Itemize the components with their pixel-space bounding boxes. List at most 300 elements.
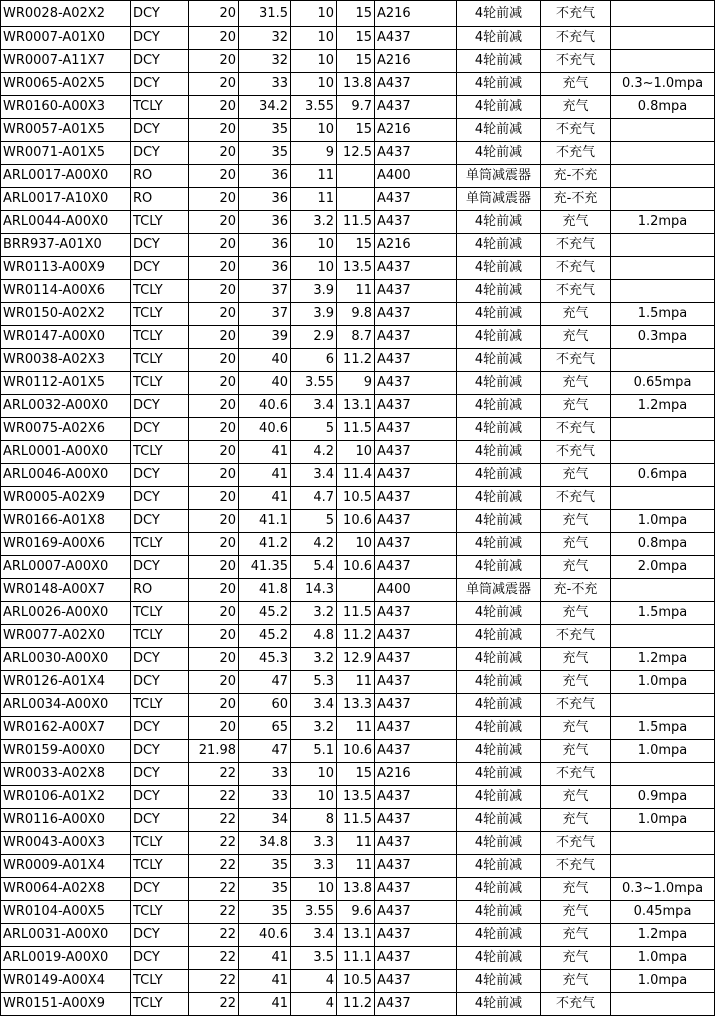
cell-inflation[interactable]: 充气 xyxy=(541,740,611,763)
cell-dim-b[interactable]: 32 xyxy=(239,27,291,50)
cell-category[interactable]: 4轮前减 xyxy=(457,901,541,924)
cell-pressure[interactable] xyxy=(611,142,715,165)
cell-dim-d[interactable]: 11.5 xyxy=(337,418,375,441)
cell-dim-a[interactable]: 20 xyxy=(189,510,239,533)
cell-dim-a[interactable]: 21.98 xyxy=(189,740,239,763)
cell-dim-a[interactable]: 20 xyxy=(189,694,239,717)
cell-type[interactable]: TCLY xyxy=(131,280,189,303)
cell-dim-b[interactable]: 45.2 xyxy=(239,625,291,648)
cell-type[interactable]: DCY xyxy=(131,763,189,786)
cell-material[interactable]: A437 xyxy=(375,970,457,993)
cell-pressure[interactable]: 0.3~1.0mpa xyxy=(611,73,715,96)
cell-dim-a[interactable]: 22 xyxy=(189,947,239,970)
cell-pressure[interactable]: 0.6mpa xyxy=(611,464,715,487)
cell-dim-c[interactable]: 8 xyxy=(291,809,337,832)
cell-dim-c[interactable]: 3.9 xyxy=(291,303,337,326)
cell-pressure[interactable] xyxy=(611,257,715,280)
cell-category[interactable]: 4轮前减 xyxy=(457,717,541,740)
cell-part-number[interactable]: WR0162-A00X7 xyxy=(1,717,131,740)
cell-type[interactable]: DCY xyxy=(131,1,189,27)
cell-material[interactable]: A437 xyxy=(375,188,457,211)
cell-category[interactable]: 4轮前减 xyxy=(457,395,541,418)
cell-dim-a[interactable]: 20 xyxy=(189,27,239,50)
cell-type[interactable]: DCY xyxy=(131,717,189,740)
cell-dim-b[interactable]: 36 xyxy=(239,188,291,211)
cell-dim-c[interactable]: 3.2 xyxy=(291,211,337,234)
cell-dim-b[interactable]: 36 xyxy=(239,165,291,188)
cell-dim-c[interactable]: 3.5 xyxy=(291,947,337,970)
cell-dim-c[interactable]: 3.4 xyxy=(291,694,337,717)
cell-pressure[interactable] xyxy=(611,832,715,855)
cell-part-number[interactable]: ARL0034-A00X0 xyxy=(1,694,131,717)
cell-material[interactable]: A400 xyxy=(375,579,457,602)
cell-inflation[interactable]: 不充气 xyxy=(541,625,611,648)
cell-dim-b[interactable]: 31.5 xyxy=(239,1,291,27)
cell-pressure[interactable] xyxy=(611,993,715,1016)
cell-inflation[interactable]: 充气 xyxy=(541,73,611,96)
cell-type[interactable]: TCLY xyxy=(131,303,189,326)
cell-dim-d[interactable]: 10.5 xyxy=(337,970,375,993)
cell-dim-d[interactable] xyxy=(337,579,375,602)
cell-dim-b[interactable]: 36 xyxy=(239,211,291,234)
cell-dim-c[interactable]: 10 xyxy=(291,73,337,96)
cell-dim-b[interactable]: 35 xyxy=(239,878,291,901)
cell-dim-a[interactable]: 22 xyxy=(189,809,239,832)
cell-material[interactable]: A437 xyxy=(375,809,457,832)
cell-inflation[interactable]: 充-不充 xyxy=(541,165,611,188)
cell-dim-a[interactable]: 20 xyxy=(189,257,239,280)
cell-category[interactable]: 4轮前减 xyxy=(457,533,541,556)
cell-dim-d[interactable]: 15 xyxy=(337,1,375,27)
cell-inflation[interactable]: 不充气 xyxy=(541,418,611,441)
cell-category[interactable]: 4轮前减 xyxy=(457,556,541,579)
cell-dim-c[interactable]: 2.9 xyxy=(291,326,337,349)
cell-pressure[interactable] xyxy=(611,234,715,257)
cell-part-number[interactable]: WR0038-A02X3 xyxy=(1,349,131,372)
cell-part-number[interactable]: WR0005-A02X9 xyxy=(1,487,131,510)
cell-type[interactable]: TCLY xyxy=(131,372,189,395)
cell-category[interactable]: 4轮前减 xyxy=(457,832,541,855)
cell-inflation[interactable]: 充气 xyxy=(541,395,611,418)
cell-material[interactable]: A437 xyxy=(375,625,457,648)
cell-type[interactable]: DCY xyxy=(131,556,189,579)
cell-category[interactable]: 4轮前减 xyxy=(457,464,541,487)
cell-material[interactable]: A437 xyxy=(375,694,457,717)
cell-type[interactable]: TCLY xyxy=(131,441,189,464)
cell-category[interactable]: 单筒减震器 xyxy=(457,165,541,188)
cell-pressure[interactable]: 1.0mpa xyxy=(611,510,715,533)
cell-pressure[interactable]: 1.0mpa xyxy=(611,970,715,993)
cell-category[interactable]: 单筒减震器 xyxy=(457,188,541,211)
cell-part-number[interactable]: WR0043-A00X3 xyxy=(1,832,131,855)
cell-pressure[interactable] xyxy=(611,188,715,211)
cell-pressure[interactable]: 0.65mpa xyxy=(611,372,715,395)
cell-dim-b[interactable]: 41.1 xyxy=(239,510,291,533)
cell-dim-d[interactable]: 13.3 xyxy=(337,694,375,717)
cell-inflation[interactable]: 不充气 xyxy=(541,855,611,878)
cell-material[interactable]: A437 xyxy=(375,326,457,349)
cell-dim-d[interactable]: 9 xyxy=(337,372,375,395)
cell-dim-c[interactable]: 3.55 xyxy=(291,901,337,924)
cell-inflation[interactable]: 充气 xyxy=(541,947,611,970)
cell-material[interactable]: A437 xyxy=(375,740,457,763)
cell-pressure[interactable]: 0.8mpa xyxy=(611,533,715,556)
cell-pressure[interactable]: 1.2mpa xyxy=(611,211,715,234)
cell-pressure[interactable] xyxy=(611,694,715,717)
cell-dim-d[interactable]: 9.7 xyxy=(337,96,375,119)
cell-dim-c[interactable]: 3.4 xyxy=(291,464,337,487)
cell-dim-a[interactable]: 20 xyxy=(189,303,239,326)
cell-type[interactable]: TCLY xyxy=(131,533,189,556)
cell-dim-d[interactable]: 8.7 xyxy=(337,326,375,349)
cell-dim-b[interactable]: 35 xyxy=(239,142,291,165)
cell-dim-a[interactable]: 20 xyxy=(189,579,239,602)
cell-dim-c[interactable]: 10 xyxy=(291,119,337,142)
cell-type[interactable]: DCY xyxy=(131,50,189,73)
cell-dim-d[interactable]: 11 xyxy=(337,855,375,878)
cell-material[interactable]: A437 xyxy=(375,947,457,970)
cell-dim-a[interactable]: 22 xyxy=(189,878,239,901)
cell-dim-d[interactable]: 11.4 xyxy=(337,464,375,487)
cell-inflation[interactable]: 不充气 xyxy=(541,280,611,303)
cell-type[interactable]: DCY xyxy=(131,671,189,694)
cell-type[interactable]: DCY xyxy=(131,510,189,533)
cell-material[interactable]: A437 xyxy=(375,395,457,418)
cell-type[interactable]: TCLY xyxy=(131,832,189,855)
cell-dim-d[interactable]: 11.1 xyxy=(337,947,375,970)
cell-inflation[interactable]: 不充气 xyxy=(541,27,611,50)
cell-type[interactable]: TCLY xyxy=(131,602,189,625)
cell-type[interactable]: DCY xyxy=(131,418,189,441)
cell-part-number[interactable]: WR0075-A02X6 xyxy=(1,418,131,441)
cell-material[interactable]: A437 xyxy=(375,556,457,579)
cell-category[interactable]: 4轮前减 xyxy=(457,96,541,119)
cell-part-number[interactable]: ARL0017-A00X0 xyxy=(1,165,131,188)
cell-part-number[interactable]: WR0007-A01X0 xyxy=(1,27,131,50)
cell-part-number[interactable]: WR0077-A02X0 xyxy=(1,625,131,648)
cell-dim-a[interactable]: 20 xyxy=(189,372,239,395)
cell-category[interactable]: 4轮前减 xyxy=(457,487,541,510)
cell-dim-d[interactable]: 11 xyxy=(337,717,375,740)
cell-inflation[interactable]: 充气 xyxy=(541,372,611,395)
cell-category[interactable]: 4轮前减 xyxy=(457,970,541,993)
cell-part-number[interactable]: WR0169-A00X6 xyxy=(1,533,131,556)
cell-category[interactable]: 4轮前减 xyxy=(457,878,541,901)
cell-dim-a[interactable]: 20 xyxy=(189,464,239,487)
cell-dim-c[interactable]: 14.3 xyxy=(291,579,337,602)
cell-pressure[interactable] xyxy=(611,418,715,441)
cell-dim-b[interactable]: 36 xyxy=(239,257,291,280)
cell-material[interactable]: A437 xyxy=(375,142,457,165)
cell-dim-d[interactable]: 11.2 xyxy=(337,349,375,372)
cell-dim-a[interactable]: 20 xyxy=(189,625,239,648)
cell-dim-d[interactable]: 13.8 xyxy=(337,73,375,96)
cell-dim-c[interactable]: 3.9 xyxy=(291,280,337,303)
cell-dim-d[interactable]: 13.5 xyxy=(337,786,375,809)
cell-type[interactable]: TCLY xyxy=(131,901,189,924)
cell-dim-b[interactable]: 47 xyxy=(239,740,291,763)
cell-dim-a[interactable]: 20 xyxy=(189,1,239,27)
cell-type[interactable]: DCY xyxy=(131,142,189,165)
cell-inflation[interactable]: 不充气 xyxy=(541,993,611,1016)
cell-type[interactable]: TCLY xyxy=(131,211,189,234)
cell-type[interactable]: DCY xyxy=(131,464,189,487)
cell-dim-d[interactable]: 15 xyxy=(337,27,375,50)
cell-material[interactable]: A437 xyxy=(375,418,457,441)
cell-dim-a[interactable]: 22 xyxy=(189,832,239,855)
cell-part-number[interactable]: ARL0032-A00X0 xyxy=(1,395,131,418)
cell-dim-c[interactable]: 3.3 xyxy=(291,855,337,878)
cell-material[interactable]: A216 xyxy=(375,1,457,27)
cell-dim-a[interactable]: 22 xyxy=(189,970,239,993)
cell-pressure[interactable]: 2.0mpa xyxy=(611,556,715,579)
cell-inflation[interactable]: 充气 xyxy=(541,556,611,579)
cell-category[interactable]: 4轮前减 xyxy=(457,510,541,533)
cell-dim-c[interactable]: 10 xyxy=(291,786,337,809)
cell-dim-b[interactable]: 41.2 xyxy=(239,533,291,556)
cell-pressure[interactable]: 1.0mpa xyxy=(611,947,715,970)
cell-dim-b[interactable]: 40.6 xyxy=(239,418,291,441)
cell-dim-c[interactable]: 10 xyxy=(291,257,337,280)
cell-material[interactable]: A216 xyxy=(375,119,457,142)
cell-dim-c[interactable]: 9 xyxy=(291,142,337,165)
cell-dim-c[interactable]: 5.4 xyxy=(291,556,337,579)
cell-dim-d[interactable]: 11.2 xyxy=(337,993,375,1016)
cell-dim-a[interactable]: 22 xyxy=(189,901,239,924)
cell-inflation[interactable]: 充气 xyxy=(541,510,611,533)
cell-part-number[interactable]: WR0071-A01X5 xyxy=(1,142,131,165)
cell-inflation[interactable]: 充气 xyxy=(541,970,611,993)
cell-type[interactable]: DCY xyxy=(131,487,189,510)
cell-dim-d[interactable]: 12.9 xyxy=(337,648,375,671)
cell-inflation[interactable]: 不充气 xyxy=(541,832,611,855)
cell-dim-c[interactable]: 11 xyxy=(291,165,337,188)
cell-material[interactable]: A216 xyxy=(375,763,457,786)
cell-pressure[interactable] xyxy=(611,27,715,50)
cell-category[interactable]: 4轮前减 xyxy=(457,947,541,970)
cell-part-number[interactable]: WR0007-A11X7 xyxy=(1,50,131,73)
cell-dim-c[interactable]: 11 xyxy=(291,188,337,211)
cell-dim-b[interactable]: 35 xyxy=(239,119,291,142)
cell-part-number[interactable]: ARL0001-A00X0 xyxy=(1,441,131,464)
cell-category[interactable]: 4轮前减 xyxy=(457,1,541,27)
cell-category[interactable]: 4轮前减 xyxy=(457,671,541,694)
cell-type[interactable]: DCY xyxy=(131,27,189,50)
cell-dim-d[interactable]: 15 xyxy=(337,763,375,786)
cell-dim-d[interactable]: 11.5 xyxy=(337,809,375,832)
cell-inflation[interactable]: 不充气 xyxy=(541,763,611,786)
cell-material[interactable]: A216 xyxy=(375,50,457,73)
cell-dim-a[interactable]: 20 xyxy=(189,602,239,625)
cell-type[interactable]: DCY xyxy=(131,234,189,257)
cell-dim-a[interactable]: 20 xyxy=(189,349,239,372)
cell-dim-d[interactable]: 15 xyxy=(337,50,375,73)
cell-part-number[interactable]: WR0114-A00X6 xyxy=(1,280,131,303)
cell-material[interactable]: A437 xyxy=(375,832,457,855)
cell-dim-a[interactable]: 20 xyxy=(189,188,239,211)
cell-dim-a[interactable]: 20 xyxy=(189,50,239,73)
cell-dim-b[interactable]: 39 xyxy=(239,326,291,349)
cell-category[interactable]: 4轮前减 xyxy=(457,27,541,50)
cell-dim-d[interactable]: 10.6 xyxy=(337,556,375,579)
cell-dim-d[interactable]: 13.8 xyxy=(337,878,375,901)
cell-dim-c[interactable]: 3.4 xyxy=(291,395,337,418)
cell-inflation[interactable]: 充气 xyxy=(541,464,611,487)
cell-dim-b[interactable]: 34.2 xyxy=(239,96,291,119)
cell-inflation[interactable]: 充气 xyxy=(541,326,611,349)
cell-dim-a[interactable]: 20 xyxy=(189,165,239,188)
cell-type[interactable]: TCLY xyxy=(131,96,189,119)
cell-dim-a[interactable]: 22 xyxy=(189,993,239,1016)
cell-dim-c[interactable]: 4.2 xyxy=(291,533,337,556)
cell-category[interactable]: 4轮前减 xyxy=(457,50,541,73)
cell-inflation[interactable]: 不充气 xyxy=(541,487,611,510)
cell-dim-b[interactable]: 41 xyxy=(239,970,291,993)
cell-dim-d[interactable]: 15 xyxy=(337,234,375,257)
cell-pressure[interactable]: 1.5mpa xyxy=(611,602,715,625)
cell-category[interactable]: 4轮前减 xyxy=(457,924,541,947)
cell-part-number[interactable]: WR0160-A00X3 xyxy=(1,96,131,119)
cell-dim-d[interactable]: 10 xyxy=(337,533,375,556)
cell-dim-a[interactable]: 20 xyxy=(189,119,239,142)
cell-inflation[interactable]: 不充气 xyxy=(541,119,611,142)
cell-inflation[interactable]: 充气 xyxy=(541,717,611,740)
cell-material[interactable]: A437 xyxy=(375,441,457,464)
cell-dim-c[interactable]: 4.8 xyxy=(291,625,337,648)
cell-type[interactable]: DCY xyxy=(131,809,189,832)
cell-dim-b[interactable]: 37 xyxy=(239,303,291,326)
cell-dim-b[interactable]: 37 xyxy=(239,280,291,303)
cell-part-number[interactable]: ARL0007-A00X0 xyxy=(1,556,131,579)
cell-material[interactable]: A437 xyxy=(375,280,457,303)
cell-type[interactable]: DCY xyxy=(131,878,189,901)
cell-material[interactable]: A437 xyxy=(375,73,457,96)
cell-category[interactable]: 4轮前减 xyxy=(457,625,541,648)
cell-dim-d[interactable]: 11 xyxy=(337,832,375,855)
cell-part-number[interactable]: ARL0019-A00X0 xyxy=(1,947,131,970)
cell-dim-c[interactable]: 3.55 xyxy=(291,372,337,395)
cell-part-number[interactable]: WR0033-A02X8 xyxy=(1,763,131,786)
cell-dim-a[interactable]: 20 xyxy=(189,533,239,556)
cell-inflation[interactable]: 不充气 xyxy=(541,142,611,165)
cell-dim-d[interactable]: 11.5 xyxy=(337,211,375,234)
cell-material[interactable]: A437 xyxy=(375,257,457,280)
cell-inflation[interactable]: 充气 xyxy=(541,303,611,326)
cell-dim-c[interactable]: 3.55 xyxy=(291,96,337,119)
cell-dim-b[interactable]: 34 xyxy=(239,809,291,832)
cell-material[interactable]: A437 xyxy=(375,993,457,1016)
cell-dim-c[interactable]: 4.7 xyxy=(291,487,337,510)
cell-pressure[interactable] xyxy=(611,855,715,878)
cell-category[interactable]: 4轮前减 xyxy=(457,372,541,395)
cell-category[interactable]: 4轮前减 xyxy=(457,786,541,809)
cell-material[interactable]: A437 xyxy=(375,510,457,533)
cell-part-number[interactable]: ARL0030-A00X0 xyxy=(1,648,131,671)
cell-category[interactable]: 4轮前减 xyxy=(457,740,541,763)
cell-dim-b[interactable]: 41.35 xyxy=(239,556,291,579)
cell-inflation[interactable]: 不充气 xyxy=(541,50,611,73)
cell-pressure[interactable]: 1.0mpa xyxy=(611,809,715,832)
cell-dim-b[interactable]: 41 xyxy=(239,464,291,487)
cell-type[interactable]: DCY xyxy=(131,786,189,809)
cell-dim-c[interactable]: 5.3 xyxy=(291,671,337,694)
cell-part-number[interactable]: WR0106-A01X2 xyxy=(1,786,131,809)
cell-dim-c[interactable]: 4.2 xyxy=(291,441,337,464)
cell-inflation[interactable]: 充气 xyxy=(541,924,611,947)
cell-part-number[interactable]: BRR937-A01X0 xyxy=(1,234,131,257)
cell-material[interactable]: A216 xyxy=(375,234,457,257)
cell-material[interactable]: A437 xyxy=(375,602,457,625)
cell-type[interactable]: RO xyxy=(131,579,189,602)
cell-part-number[interactable]: WR0147-A00X0 xyxy=(1,326,131,349)
cell-material[interactable]: A437 xyxy=(375,901,457,924)
cell-dim-a[interactable]: 20 xyxy=(189,671,239,694)
cell-type[interactable]: DCY xyxy=(131,73,189,96)
cell-dim-b[interactable]: 40.6 xyxy=(239,395,291,418)
cell-category[interactable]: 4轮前减 xyxy=(457,326,541,349)
cell-dim-b[interactable]: 36 xyxy=(239,234,291,257)
cell-pressure[interactable] xyxy=(611,119,715,142)
cell-dim-c[interactable]: 10 xyxy=(291,27,337,50)
cell-dim-a[interactable]: 20 xyxy=(189,280,239,303)
cell-dim-a[interactable]: 22 xyxy=(189,924,239,947)
cell-type[interactable]: TCLY xyxy=(131,855,189,878)
cell-part-number[interactable]: WR0064-A02X8 xyxy=(1,878,131,901)
cell-dim-b[interactable]: 35 xyxy=(239,855,291,878)
cell-pressure[interactable] xyxy=(611,349,715,372)
cell-pressure[interactable]: 1.0mpa xyxy=(611,671,715,694)
cell-pressure[interactable]: 1.0mpa xyxy=(611,740,715,763)
cell-dim-b[interactable]: 33 xyxy=(239,786,291,809)
cell-dim-c[interactable]: 6 xyxy=(291,349,337,372)
cell-pressure[interactable]: 1.2mpa xyxy=(611,395,715,418)
cell-pressure[interactable] xyxy=(611,763,715,786)
cell-dim-a[interactable]: 20 xyxy=(189,234,239,257)
cell-pressure[interactable] xyxy=(611,487,715,510)
cell-dim-c[interactable]: 3.2 xyxy=(291,717,337,740)
cell-part-number[interactable]: ARL0031-A00X0 xyxy=(1,924,131,947)
cell-category[interactable]: 4轮前减 xyxy=(457,119,541,142)
cell-inflation[interactable]: 充气 xyxy=(541,648,611,671)
cell-dim-b[interactable]: 35 xyxy=(239,901,291,924)
cell-pressure[interactable]: 1.2mpa xyxy=(611,648,715,671)
cell-inflation[interactable]: 充气 xyxy=(541,901,611,924)
cell-category[interactable]: 4轮前减 xyxy=(457,648,541,671)
cell-inflation[interactable]: 充-不充 xyxy=(541,188,611,211)
cell-type[interactable]: DCY xyxy=(131,257,189,280)
cell-inflation[interactable]: 不充气 xyxy=(541,234,611,257)
cell-category[interactable]: 单筒减震器 xyxy=(457,579,541,602)
cell-inflation[interactable]: 充-不充 xyxy=(541,579,611,602)
cell-dim-d[interactable]: 13.1 xyxy=(337,924,375,947)
cell-dim-c[interactable]: 4 xyxy=(291,970,337,993)
cell-dim-b[interactable]: 33 xyxy=(239,763,291,786)
cell-dim-d[interactable]: 9.6 xyxy=(337,901,375,924)
cell-dim-a[interactable]: 20 xyxy=(189,717,239,740)
cell-dim-c[interactable]: 5.1 xyxy=(291,740,337,763)
cell-type[interactable]: DCY xyxy=(131,395,189,418)
cell-material[interactable]: A437 xyxy=(375,372,457,395)
cell-category[interactable]: 4轮前减 xyxy=(457,418,541,441)
cell-dim-d[interactable] xyxy=(337,165,375,188)
cell-dim-c[interactable]: 5 xyxy=(291,418,337,441)
cell-dim-a[interactable]: 20 xyxy=(189,556,239,579)
cell-type[interactable]: RO xyxy=(131,188,189,211)
cell-dim-d[interactable]: 10.6 xyxy=(337,740,375,763)
cell-dim-b[interactable]: 41 xyxy=(239,487,291,510)
cell-part-number[interactable]: WR0150-A02X2 xyxy=(1,303,131,326)
cell-dim-c[interactable]: 10 xyxy=(291,1,337,27)
